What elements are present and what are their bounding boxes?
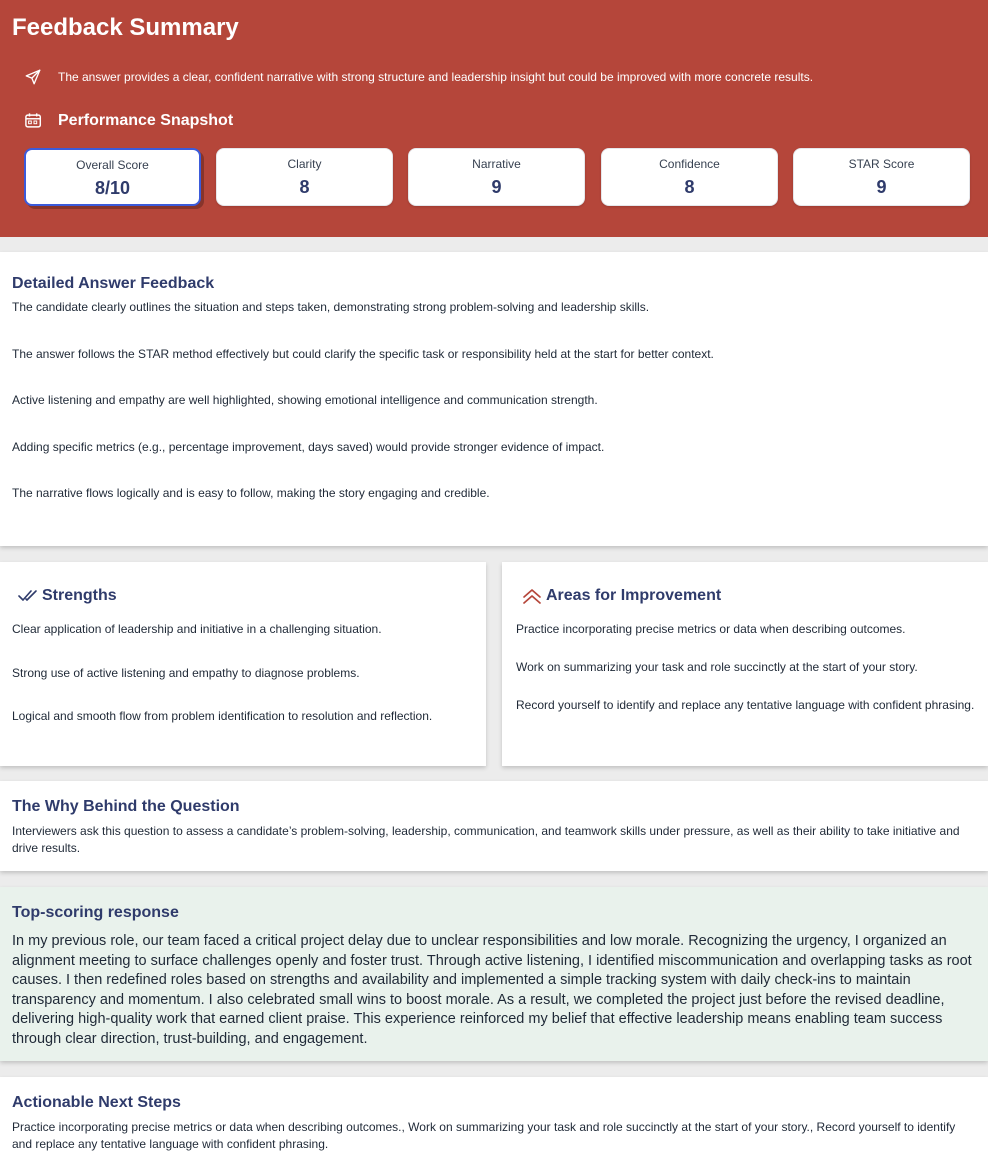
detailed-feedback-item: Active listening and empathy are well highlighted, showing emotional intelligence and communication strength. <box>12 393 598 407</box>
send-icon <box>24 68 42 86</box>
detailed-feedback-item: The candidate clearly outlines the situation and steps taken, demonstrating strong problem-solving and leadership skills. <box>12 300 650 314</box>
strength-item: Clear application of leadership and initiative in a challenging situation. <box>12 622 382 636</box>
score-label: Clarity <box>287 157 322 171</box>
score-label: STAR Score <box>848 157 915 171</box>
top-response-title: Top-scoring response <box>12 904 179 921</box>
summary-row <box>24 68 814 86</box>
score-card-clarity[interactable] <box>216 148 393 206</box>
feedback-header <box>0 0 988 237</box>
score-card-confidence[interactable] <box>601 148 778 206</box>
score-card-overall[interactable] <box>24 148 201 206</box>
why-title: The Why Behind the Question <box>12 798 240 815</box>
strengths-title: Strengths <box>42 587 117 604</box>
summary-text: The answer provides a clear, confident narrative with strong structure and leadership insight but could be improved with more concrete results. <box>58 70 814 84</box>
detailed-feedback-title: Detailed Answer Feedback <box>12 275 215 292</box>
top-response-panel <box>0 887 988 1061</box>
strength-item: Strong use of active listening and empathy to diagnose problems. <box>12 666 360 680</box>
strengths-panel <box>0 562 486 766</box>
score-card-star[interactable] <box>793 148 970 206</box>
score-value: 9 <box>491 177 502 197</box>
double-check-icon <box>18 589 38 603</box>
score-value: 8 <box>684 177 695 197</box>
calendar-icon <box>24 112 44 130</box>
improvement-title: Areas for Improvement <box>546 587 722 604</box>
snapshot-title: Performance Snapshot <box>58 112 234 129</box>
detailed-feedback-item: The answer follows the STAR method effectively but could clarify the specific task or responsibility held at the start for better context. <box>12 347 714 361</box>
detailed-feedback-item: The narrative flows logically and is easy to follow, making the story engaging and credible. <box>12 486 490 500</box>
detailed-feedback-panel <box>0 252 988 546</box>
why-text: Interviewers ask this question to assess a candidate’s problem-solving, leadership, communication, and teamwork skills under pressure, as well as their ability to take initiative and drive results. <box>12 824 960 855</box>
improvement-item: Practice incorporating precise metrics or data when describing outcomes. <box>516 622 906 636</box>
snapshot-heading <box>24 112 234 135</box>
improvement-item: Work on summarizing your task and role succinctly at the start of your story. <box>516 660 918 674</box>
score-value: 8/10 <box>94 178 131 198</box>
page-title: Feedback Summary <box>12 14 239 41</box>
score-value: 9 <box>876 177 887 197</box>
score-card-narrative[interactable] <box>408 148 585 206</box>
next-steps-title: Actionable Next Steps <box>12 1094 181 1111</box>
score-label: Overall Score <box>76 158 149 172</box>
improvement-item: Record yourself to identify and replace any tentative language with confident phrasing. <box>516 698 975 712</box>
why-panel <box>0 781 988 871</box>
strength-item: Logical and smooth flow from problem identification to resolution and reflection. <box>12 709 433 723</box>
double-chevron-up-icon <box>522 588 542 604</box>
score-value: 8 <box>299 177 310 197</box>
next-steps-panel <box>0 1077 988 1166</box>
top-response-text: In my previous role, our team faced a critical project delay due to unclear responsibilities and low morale. Recognizing the urgency, I organized an alignment meeting to surface challenges openly and foster trust. Through active listening, I identified miscommunication and overlapping tasks as root causes. I then redefined roles based on strengths and availability and implemented a simple tracking system with daily check-ins to maintain transparency and momentum. I also celebrated small wins to boost morale. As a result, we completed the project just before the revised deadline, delivering high-quality work that earned client praise. This experience reinforced my belief that effective leadership means enabling team success through clear direction, trust-building, and engagement. <box>12 933 972 1047</box>
detailed-feedback-item: Adding specific metrics (e.g., percentage improvement, days saved) would provide stronger evidence of impact. <box>12 440 605 454</box>
improvement-panel <box>502 562 988 766</box>
score-label: Confidence <box>659 157 720 171</box>
next-steps-text: Practice incorporating precise metrics or data when describing outcomes., Work on summarizing your task and role succinctly at the start of your story., Record yourself to identify and replace any tentative language with confident phrasing. <box>12 1120 956 1151</box>
score-label: Narrative <box>472 157 521 171</box>
